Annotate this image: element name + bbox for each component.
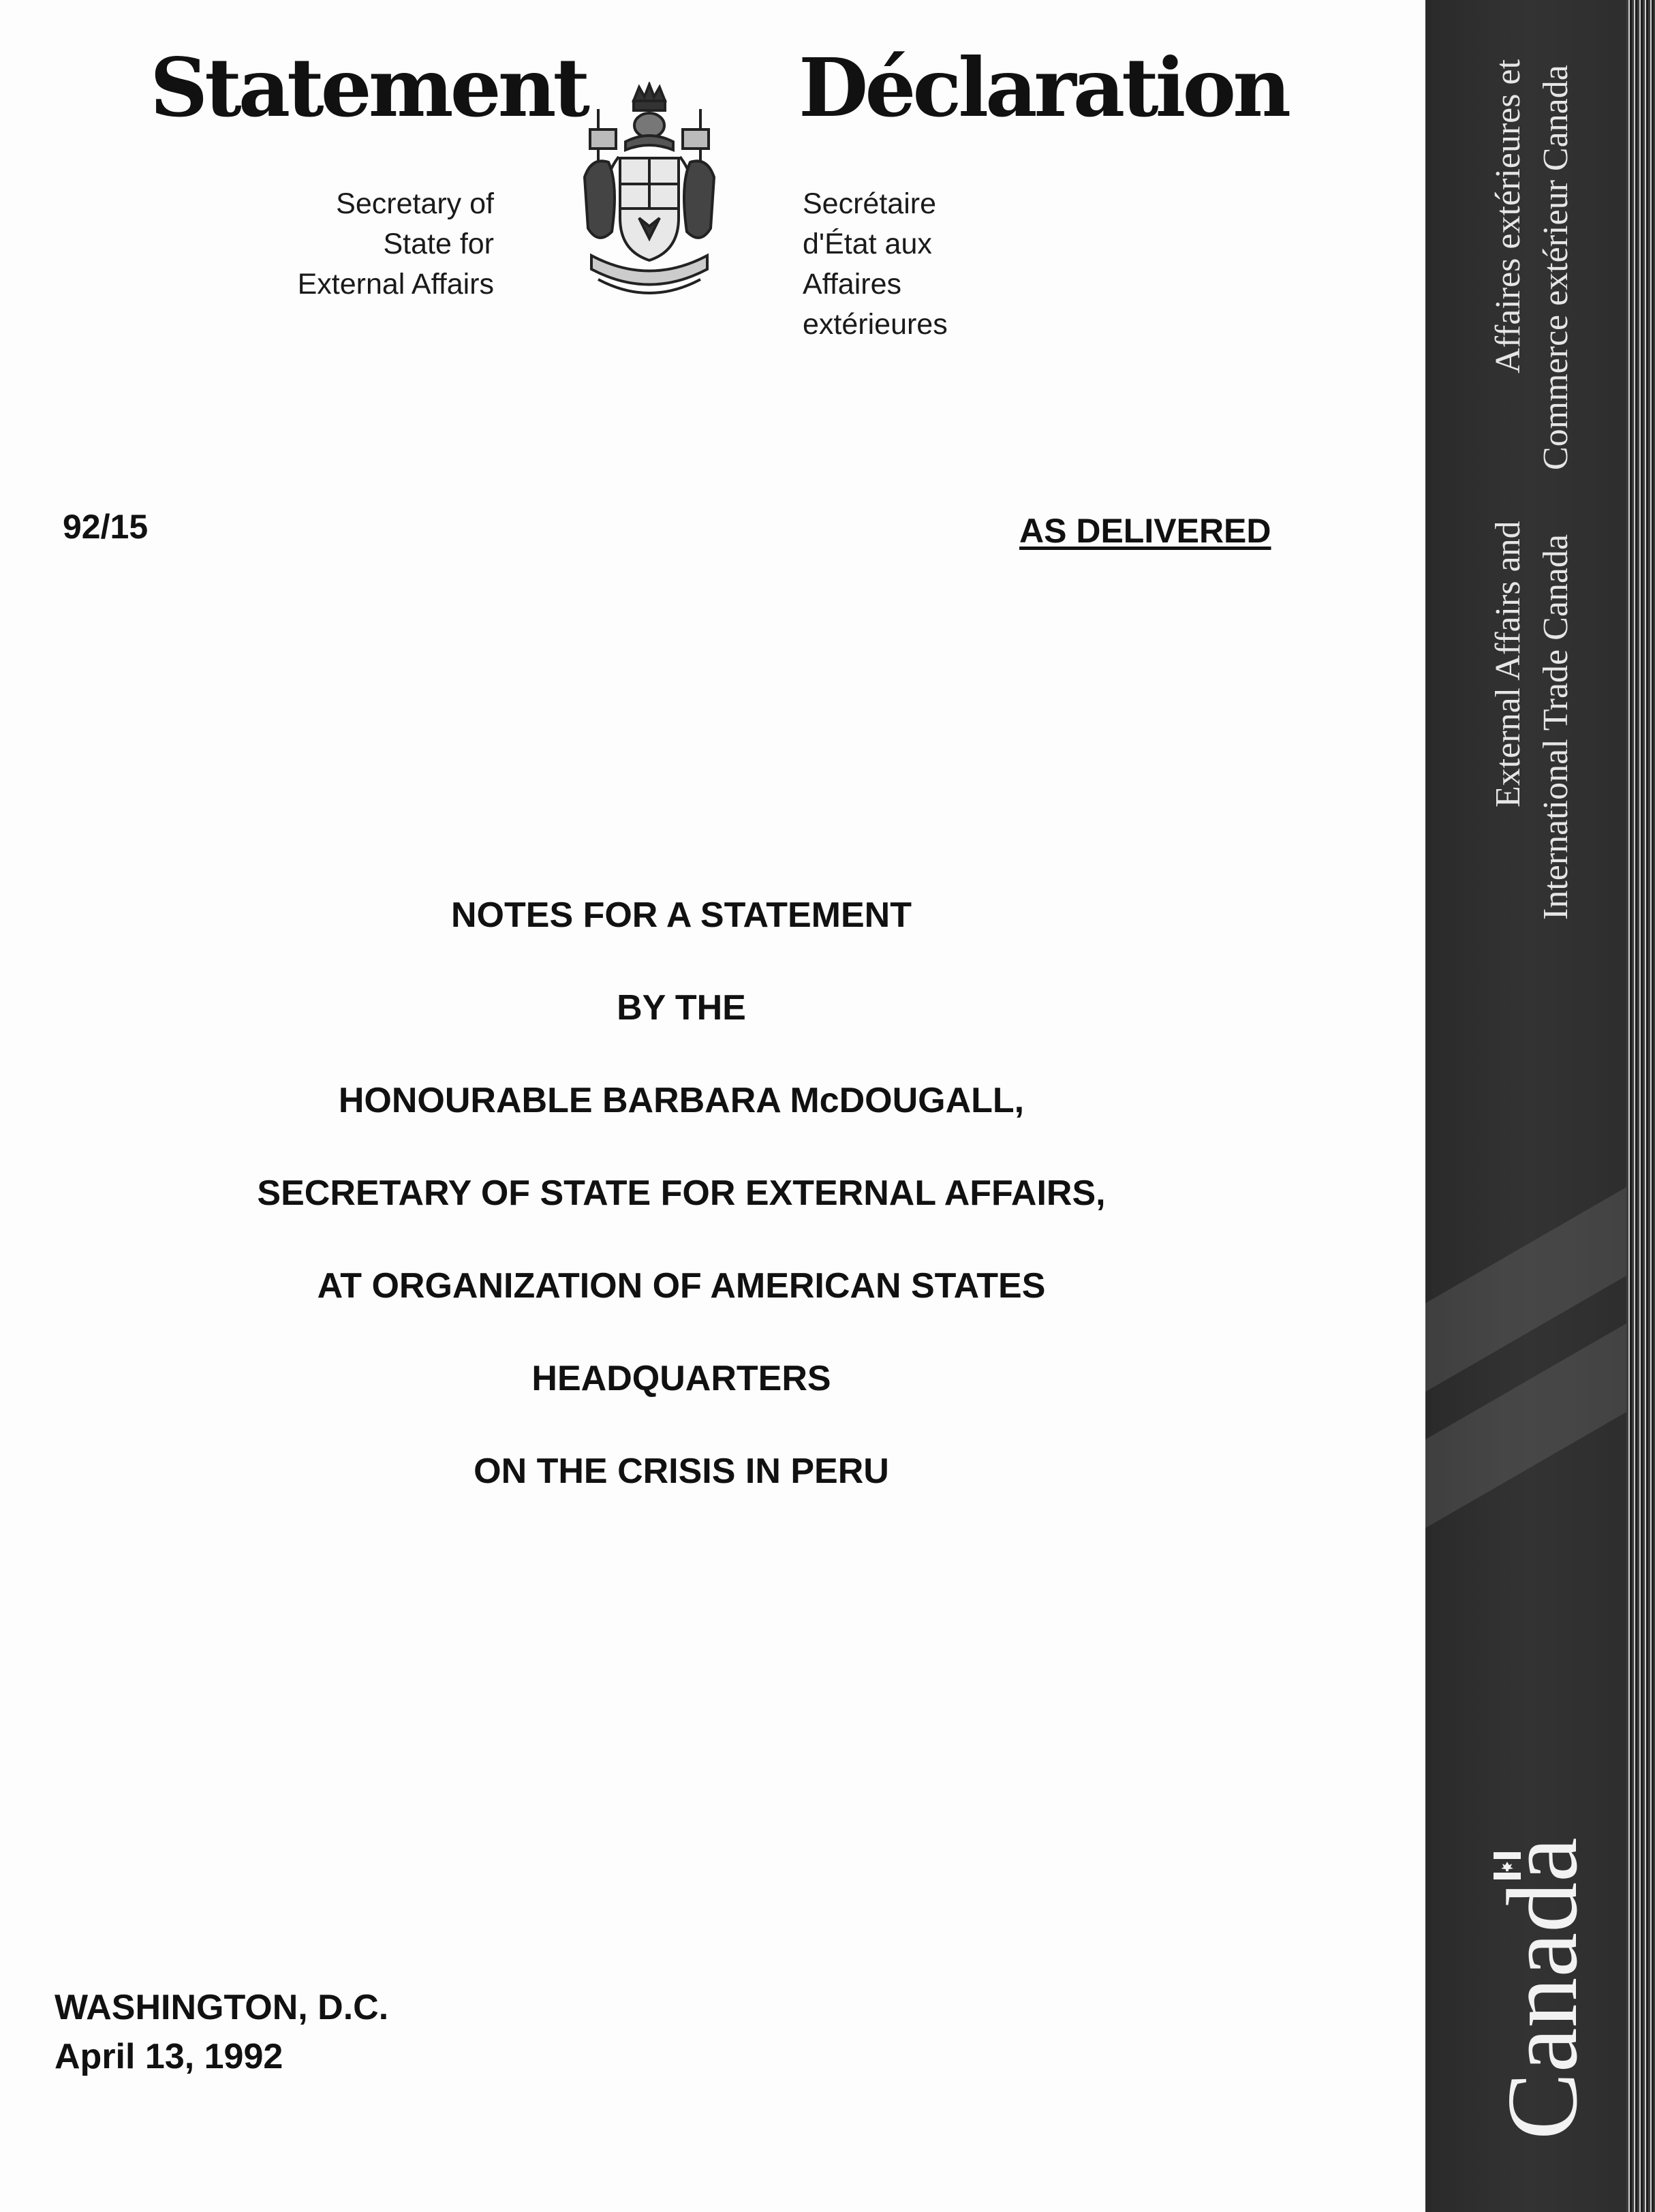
statement-title-line: HEADQUARTERS: [531, 1359, 831, 1398]
department-french-line: Affaires: [803, 268, 901, 301]
delivery-status: AS DELIVERED: [1019, 512, 1271, 550]
title-french: Déclaration: [799, 40, 1288, 135]
department-english: [245, 184, 494, 305]
canada-wordmark: Canada: [1487, 1837, 1598, 2140]
statement-title-block: [82, 869, 1281, 1518]
department-english-line: External Affairs: [297, 268, 494, 301]
department-english-line: State for: [383, 228, 494, 260]
document-number: 92/15: [63, 508, 149, 546]
statement-title-line: NOTES FOR A STATEMENT: [451, 895, 912, 935]
band-edge: [1626, 0, 1655, 2212]
ministry-english-line: International Trade Canada: [1536, 534, 1575, 920]
department-french-line: Secrétaire: [803, 187, 936, 220]
ministry-french-line: Affaires extérieures et: [1489, 59, 1528, 373]
location: WASHINGTON, D.C.: [55, 1988, 389, 2027]
statement-title-line: HONOURABLE BARBARA McDOUGALL,: [338, 1081, 1025, 1120]
statement-title-line: SECRETARY OF STATE FOR EXTERNAL AFFAIRS,: [257, 1173, 1106, 1213]
ministry-english-line: External Affairs and: [1489, 521, 1528, 808]
department-french-line: extérieures: [803, 308, 948, 341]
department-french-line: d'État aux: [803, 228, 932, 260]
coat-of-arms-icon: [571, 82, 728, 307]
department-english-line: Secretary of: [336, 187, 494, 220]
statement-title-line: AT ORGANIZATION OF AMERICAN STATES: [317, 1266, 1046, 1306]
title-english: Statement: [150, 40, 587, 135]
department-french: [803, 184, 1075, 345]
statement-title-line: ON THE CRISIS IN PERU: [474, 1451, 889, 1491]
ministry-french-line: Commerce extérieur Canada: [1536, 65, 1575, 470]
statement-title-line: BY THE: [617, 988, 746, 1028]
date: April 13, 1992: [55, 2037, 283, 2076]
